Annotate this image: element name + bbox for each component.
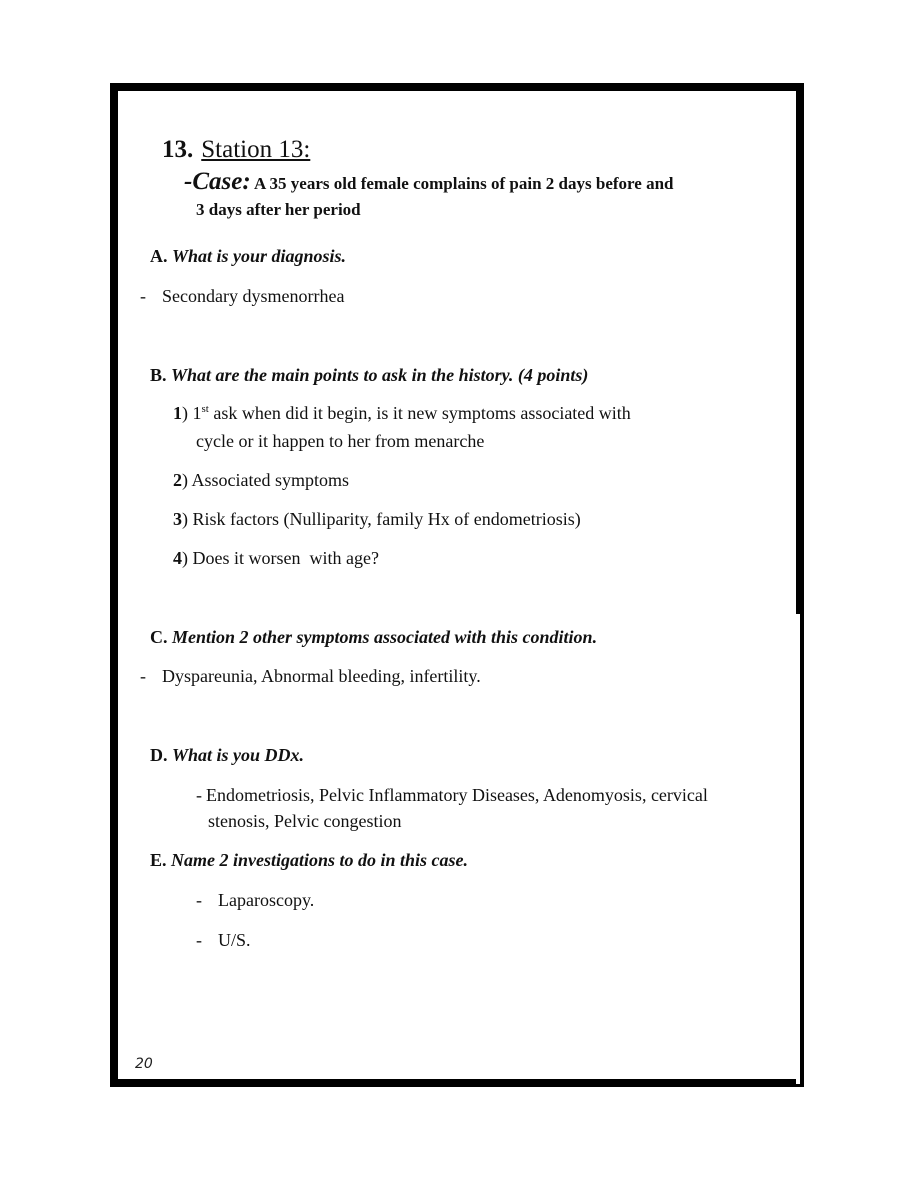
history-item-4-number: 4 xyxy=(173,548,182,568)
question-a-letter: A. xyxy=(150,246,168,266)
answer-d-text-1: Endometriosis, Pelvic Inflammatory Diseases, Adenomyosis, cervical xyxy=(206,785,708,805)
investigation-item-1 xyxy=(196,890,314,911)
investigation-2-dash: - xyxy=(196,930,202,950)
history-item-1-line1: ask when did it begin, is it new symptoms associated with xyxy=(208,403,631,423)
history-item-2-text: Associated symptoms xyxy=(191,470,350,490)
question-e xyxy=(150,850,468,871)
history-item-1 xyxy=(173,403,631,424)
answer-d-dash: - xyxy=(196,785,202,805)
history-item-2-paren: ) xyxy=(182,470,188,490)
question-b-letter: B. xyxy=(150,365,167,385)
question-b xyxy=(150,365,588,386)
history-item-1-ordinal: 1 xyxy=(192,403,202,423)
history-item-1-sup: st xyxy=(201,403,209,415)
question-b-text: What are the main points to ask in the history. (4 points) xyxy=(171,365,589,385)
history-item-4 xyxy=(173,548,379,569)
case-line-1 xyxy=(184,168,673,196)
answer-a xyxy=(140,286,344,307)
station-number: 13. xyxy=(162,136,194,163)
question-c-letter: C. xyxy=(150,627,168,647)
investigation-1-dash: - xyxy=(196,890,202,910)
history-item-3-paren: ) xyxy=(182,509,188,529)
history-item-3-number: 3 xyxy=(173,509,182,529)
history-item-4-paren: ) xyxy=(182,548,188,568)
case-line-2: 3 days after her period xyxy=(196,200,361,219)
page-border-gap xyxy=(796,614,800,1084)
history-item-2 xyxy=(173,470,349,491)
case-label: -Case: xyxy=(184,168,251,195)
question-a xyxy=(150,246,346,267)
station-title: Station 13: xyxy=(201,136,311,163)
answer-c xyxy=(140,666,481,687)
answer-d-line2: stenosis, Pelvic congestion xyxy=(208,811,402,831)
history-item-3-text: Risk factors (Nulliparity, family Hx of endometriosis) xyxy=(192,509,581,529)
question-a-text: What is your diagnosis. xyxy=(172,246,347,266)
case-text-1: A 35 years old female complains of pain 2 days before and xyxy=(253,174,674,193)
answer-c-dash: - xyxy=(140,666,146,686)
question-e-letter: E. xyxy=(150,850,167,870)
page-number: 20 xyxy=(135,1056,153,1072)
history-item-1-number: 1 xyxy=(173,403,182,423)
question-d-letter: D. xyxy=(150,745,168,765)
history-item-1-paren: ) xyxy=(182,403,188,423)
answer-a-dash: - xyxy=(140,286,146,306)
question-c-text: Mention 2 other symptoms associated with this condition. xyxy=(172,627,598,647)
answer-a-text: Secondary dysmenorrhea xyxy=(162,286,345,306)
history-item-3 xyxy=(173,509,581,530)
history-item-4-text: Does it worsen with age? xyxy=(192,548,379,568)
question-c xyxy=(150,627,597,648)
history-item-2-number: 2 xyxy=(173,470,182,490)
answer-d-line1 xyxy=(196,785,708,806)
history-item-1-text xyxy=(193,403,631,423)
investigation-item-2 xyxy=(196,930,251,951)
answer-c-text: Dyspareunia, Abnormal bleeding, infertility. xyxy=(162,666,481,686)
question-e-text: Name 2 investigations to do in this case. xyxy=(171,850,469,870)
history-item-1-line2: cycle or it happen to her from menarche xyxy=(196,431,485,451)
question-d xyxy=(150,745,304,766)
station-heading xyxy=(162,136,310,164)
investigation-2-text: U/S. xyxy=(218,930,251,950)
question-d-text: What is you DDx. xyxy=(172,745,305,765)
investigation-1-text: Laparoscopy. xyxy=(218,890,315,910)
